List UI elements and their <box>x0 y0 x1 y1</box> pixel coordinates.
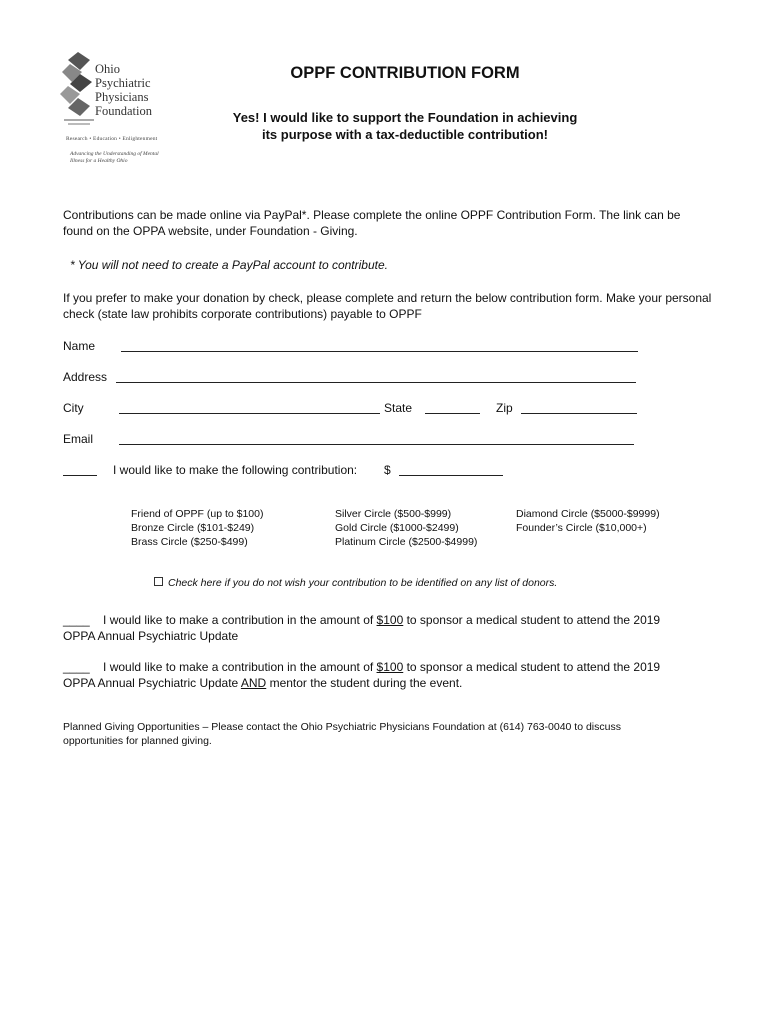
sponsor-1-text: I would like to make a contribution in the amount of <box>103 613 377 627</box>
circle-level: Gold Circle ($1000-$2499) <box>335 522 459 534</box>
sponsor-2-amount: $100 <box>376 660 404 674</box>
circle-level: Brass Circle ($250-$499) <box>131 536 248 548</box>
contribution-check-blank[interactable] <box>63 475 97 476</box>
sponsor-2-line2-end: mentor the student during the event. <box>266 676 463 690</box>
check-donation-paragraph: If you prefer to make your donation by check, please complete and return the below contribution form. Make your personal check (state law prohibits corporate contributions) payable to OPPF <box>63 291 712 321</box>
contribution-label: I would like to make the following contribution: <box>113 463 358 477</box>
sponsor-1-line2: OPPA Annual Psychiatric Update <box>63 629 239 643</box>
subtitle-line: its purpose with a tax-deductible contribution! <box>261 127 548 142</box>
circle-level: Platinum Circle ($2500-$4999) <box>335 536 478 548</box>
email-field[interactable] <box>119 444 634 445</box>
circles-column-2 <box>335 507 477 549</box>
name-field[interactable] <box>121 351 638 352</box>
circle-level: Founder’s Circle ($10,000+) <box>516 522 647 534</box>
zip-field[interactable] <box>521 413 637 414</box>
sponsor-2-and: AND <box>240 676 267 690</box>
logo-tagline: Research • Education • Enlightenment <box>66 136 158 142</box>
zip-label: Zip <box>496 401 513 415</box>
paypal-note: * You will not need to create a PayPal account to contribute. <box>70 258 388 272</box>
sponsor-option-1 <box>63 612 660 628</box>
dollar-sign: $ <box>384 463 391 477</box>
email-label: Email <box>63 432 94 446</box>
circle-level: Friend of OPPF (up to $100) <box>131 508 264 520</box>
anonymous-label: Check here if you do not wish your contribution to be identified on any list of donors. <box>168 577 558 589</box>
name-label: Name <box>63 339 96 353</box>
planned-giving-note: Planned Giving Opportunities – Please contact the Ohio Psychiatric Physicians Foundation at (614) 763-0040 to discuss opportunities for planned giving. <box>63 721 621 747</box>
sponsor-2-line2-start: OPPA Annual Psychiatric Update <box>63 676 241 690</box>
sponsor-option-2 <box>63 659 660 675</box>
sponsor-2-line2 <box>63 675 462 691</box>
state-field[interactable] <box>425 413 480 414</box>
anonymous-option <box>154 576 557 590</box>
address-field[interactable] <box>116 382 636 383</box>
city-field[interactable] <box>119 413 380 414</box>
sponsor-1-text-end: to sponsor a medical student to attend the 2019 <box>403 613 661 627</box>
sponsor-2-text: I would like to make a contribution in the amount of <box>103 660 377 674</box>
circle-level: Silver Circle ($500-$999) <box>335 508 452 520</box>
circles-column-1 <box>131 507 263 549</box>
page-subtitle <box>0 109 770 143</box>
sponsor-1-amount: $100 <box>376 613 404 627</box>
anonymous-checkbox[interactable] <box>154 577 163 586</box>
city-label: City <box>63 401 84 415</box>
circles-column-3 <box>516 507 660 535</box>
logo-line: Physicians <box>95 90 149 104</box>
sponsor-1-blank[interactable]: ____ <box>63 613 90 627</box>
online-contribution-paragraph: Contributions can be made online via PayPal*. Please complete the online OPPF Contribution Form. The link can be found on the OPPA website, under Foundation - Giving. <box>63 208 681 238</box>
circle-level: Bronze Circle ($101-$249) <box>131 522 255 534</box>
page-title: OPPF CONTRIBUTION FORM <box>290 64 520 82</box>
logo-line: Psychiatric <box>95 76 151 90</box>
circle-level: Diamond Circle ($5000-$9999) <box>516 508 660 520</box>
logo-line: Ohio <box>95 62 120 76</box>
logo-line: Foundation <box>95 104 152 118</box>
sponsor-2-text-end: to sponsor a medical student to attend the 2019 <box>403 660 661 674</box>
subtitle-line: Yes! I would like to support the Foundation in achieving <box>232 110 578 125</box>
state-label: State <box>384 401 413 415</box>
sponsor-2-blank[interactable]: ____ <box>63 660 90 674</box>
contribution-amount-field[interactable] <box>399 475 503 476</box>
logo-motto: Advancing the Understanding of Mental Illness for a Healthy Ohio <box>70 151 159 164</box>
address-label: Address <box>63 370 108 384</box>
